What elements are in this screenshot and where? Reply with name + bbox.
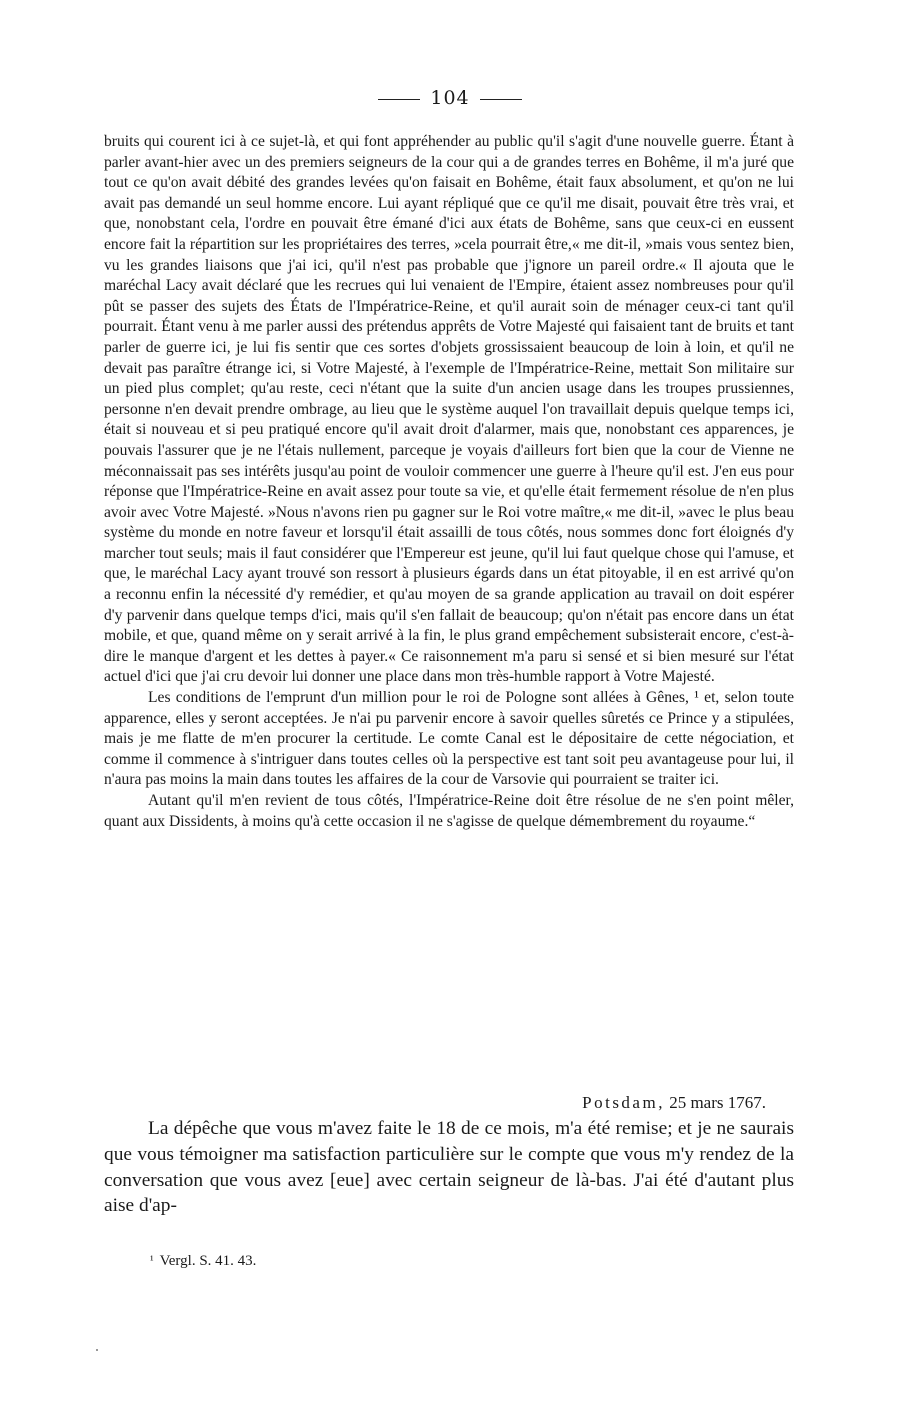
page-header <box>0 86 900 110</box>
paragraph-reply: La dépêche que vous m'avez faite le 18 de ce mois, m'a été remise; et je ne saurais que vous témoigner ma satisfaction particulière sur le compte que vous m'y rendez de la conversation que vous avez [eue] avec certain seigneur de là-bas. J'ai été d'autant plus aise d'ap- <box>104 1118 794 1217</box>
footnote <box>150 1250 256 1271</box>
scan-speck <box>96 1349 98 1351</box>
footnote-text: Vergl. S. 41. 43. <box>159 1253 257 1269</box>
page-number: 104 <box>430 87 470 109</box>
paragraph-continuation: bruits qui courent ici à ce sujet-là, et qui font appréhender au public qu'il s'agit d'une nouvelle guerre. Étant à parler avant-hier avec un des premiers seigneurs de la cour qui a de grandes terres en Bohême, il m'a juré que tout ce qu'on avait débité des grandes levées qu'on faisait en Bohême, était faux absolument, et qu'on ne lui avait pas demandé un seul homme encore. Lui ayant répliqué que ce qu'il me disait, pouvait être très vrai, et que, nonobstant cela, l'ordre en pouvait être émané d'ici aux états de Bohême, sans que ceux-ci en eussent encore fait la répartition sur les propriétaires des terres, »cela pourrait être,« me dit-il, »mais vous sentez bien, vu les grandes liaisons que j'ai ici, qu'il n'est pas probable que j'ignore un pareil ordre.« Il ajouta que le maréchal Lacy avait déclaré que les recrues qui lui venaient de l'Empire, étaient assez nombreuses pour qu'il pût se passer des sujets des États de l'Impératrice-Reine, et qu'il aurait soin de ménager ceux-ci tant qu'il pourrait. Étant venu à me parler aussi des prétendus apprêts de Votre Majesté qui faisaient tant de bruits et tant parler de guerre ici, je lui fis sentir que ces sortes d'objets grossissaient beaucoup de loin à loin, et qu'il ne devait pas paraître étrange ici, si Votre Majesté, à l'exemple de l'Impératrice-Reine, mettait Son militaire sur un pied plus complet; qu'au reste, ceci n'étant que la suite d'un ancien usage dans les troupes prussiennes, personne n'en devait prendre ombrage, au lieu que le système auquel l'on travaillait depuis quelque temps ici, était si nouveau et si peu pratiqué encore qu'il avait droit d'alarmer, mais que, nonobstant ces apparences, je pouvais l'assurer que je ne l'étais nullement, parceque je voyais d'ailleurs fort bien que la cour de Vienne ne méconnaissait pas ses intérêts jusqu'au point de vouloir commencer une guerre à l'heure qu'il est. J'en eus pour réponse que l'Impératrice-Reine en avait assez pour toute sa vie, et qu'elle était fermement résolue de n'en plus avoir avec Votre Majesté. »Nous n'avons rien pu gagner sur le Roi votre maître,« me dit-il, »avec le plus beau système du monde en notre faveur et lorsqu'il était assailli de tous côtés, nous sommes donc fort éloignés d'y marcher tout seuls; mais il faut considérer que l'Empereur est jeune, qu'il lui faut quelque chose qui l'amuse, et que, le maréchal Lacy ayant trouvé son ressort à plusieurs égards dans un état pitoyable, il en est arrivé qu'on a reconnu enfin la nécessité d'y remédier, et qu'au moyen de sa grande application au travail on doit espérer d'y parvenir dans quelque temps d'ici, mais qu'il s'en fallait de beaucoup; qu'on n'était pas encore dans un état mobile, et que, quand même on y serait arrivé à la fin, le plus grand empêchement subsisterait encore, c'est-à-dire le manque d'argent et les dettes à payer.« Ce raisonnement m'a paru si sensé et si bien mesuré sur l'état actuel d'ici que j'ai cru devoir lui donner une place dans mon très-humble rapport à Votre Majesté. <box>104 133 794 686</box>
dateline <box>582 1092 766 1114</box>
dateline-place: Potsdam, <box>582 1093 665 1112</box>
header-rule-right <box>480 99 522 100</box>
dateline-date: 25 mars 1767. <box>669 1093 766 1112</box>
footnote-mark: ¹ <box>150 1253 154 1267</box>
paragraph-emprunt: Les conditions de l'emprunt d'un million pour le roi de Pologne sont allées à Gênes, ¹ et, selon toute apparence, elles y seront acceptées. Je n'ai pu parvenir encore à savoir quelles sûretés ce Prince y a stipulées, mais je me flatte de m'en procurer la certitude. Le comte Canal est le dépositaire de cette négociation, et comme il commence à s'intriguer dans toutes celles où la perspective est tant soit peu avantageuse pour lui, il n'aura pas moins la main dans toutes les affaires de la cour de Varsovie qui pourraient se traiter ici. <box>104 689 794 789</box>
letter-body-large <box>104 1116 794 1219</box>
paragraph-dissidents: Autant qu'il m'en revient de tous côtés, l'Impératrice-Reine doit être résolue de ne s'en point mêler, quant aux Dissidents, à moins qu'à cette occasion il ne s'agisse de quelque démembrement du royaume.“ <box>104 792 794 830</box>
letter-body-small <box>104 132 794 832</box>
header-rule-left <box>378 99 420 100</box>
